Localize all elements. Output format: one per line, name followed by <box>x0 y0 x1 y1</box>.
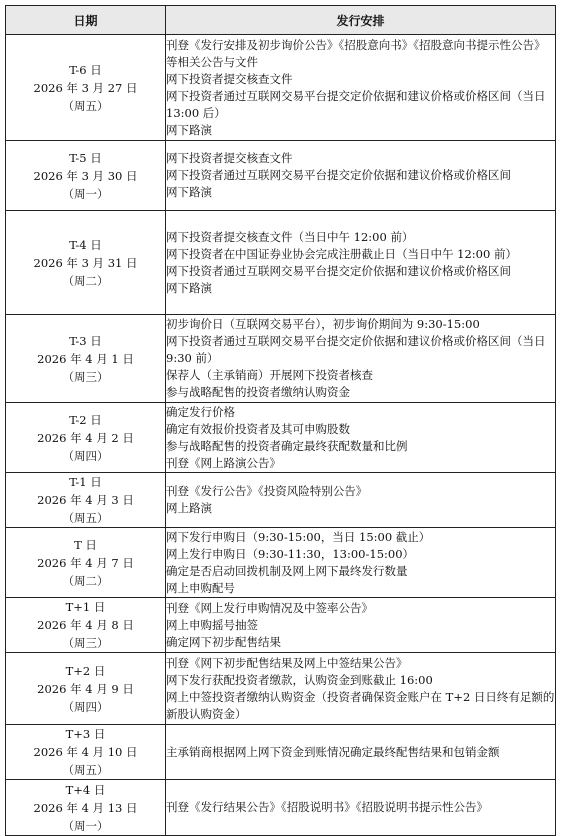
weekday-label: （周五） <box>62 98 109 113</box>
schedule-table-wrapper <box>5 5 555 836</box>
arrangement-item: 网上发行申购日（9:30-11:30，13:00-15:00） <box>166 546 415 561</box>
arrangement-item: 网上申购配号 <box>166 580 235 595</box>
weekday-label: （周三） <box>62 369 109 384</box>
trading-day-label: T-6 日 <box>69 62 102 77</box>
calendar-date: 2026 年 4 月 9 日 <box>37 681 134 696</box>
date-cell <box>6 211 166 315</box>
arrangement-item: 网下投资者提交核查文件 <box>166 71 293 86</box>
arrangement-cell <box>166 473 556 528</box>
arrangement-item: 刊登《网下初步配售结果及网上中签结果公告》 <box>166 655 408 670</box>
calendar-date: 2026 年 3 月 27 日 <box>33 80 138 95</box>
trading-day-label: T+2 日 <box>65 663 106 678</box>
calendar-date: 2026 年 3 月 31 日 <box>33 255 138 270</box>
date-column-header: 日期 <box>6 6 166 35</box>
weekday-label: （周五） <box>62 763 109 777</box>
date-cell <box>6 598 166 653</box>
arrangement-item: 网下路演 <box>166 185 212 199</box>
arrangement-item: 网下投资者在中国证券业协会完成注册截止日（当日中午 12:00 前） <box>166 246 517 261</box>
issuance-schedule-table <box>5 5 556 836</box>
arrangement-cell <box>166 403 556 473</box>
arrangement-item: 网下投资者提交核查文件（当日中午 12:00 前） <box>166 229 414 244</box>
arrangement-item: 网上路演 <box>166 501 212 515</box>
trading-day-label: T-3 日 <box>69 333 102 348</box>
calendar-date: 2026 年 4 月 13 日 <box>33 800 138 815</box>
trading-day-label: T+3 日 <box>65 727 106 741</box>
trading-day-label: T-1 日 <box>69 475 102 489</box>
arrangement-item: 确定网下初步配售结果 <box>166 634 281 649</box>
arrangement-cell <box>166 725 556 780</box>
arrangement-item: 刊登《发行公告》《投资风险特别公告》 <box>166 484 368 498</box>
arrangement-item: 网下投资者通过互联网交易平台提交定价依据和建议价格或价格区间（当日 13:00 后） <box>166 88 546 120</box>
calendar-date: 2026 年 4 月 10 日 <box>33 745 138 759</box>
arrangement-item: 网下路演 <box>166 280 212 295</box>
arrangement-item: 主承销商根据网上网下资金到账情况确定最终配售结果和包销金额 <box>166 744 500 759</box>
calendar-date: 2026 年 4 月 8 日 <box>37 618 134 632</box>
arrangement-item: 参与战略配售的投资者缴纳认购资金 <box>166 385 350 399</box>
arrangement-item: 确定有效报价投资者及其可申购股数 <box>166 421 350 436</box>
calendar-date: 2026 年 3 月 30 日 <box>33 168 138 183</box>
table-header-row <box>6 6 556 35</box>
arrangement-item: 初步询价日（互联网交易平台），初步询价期间为 9:30-15:00 <box>166 317 480 331</box>
arrangement-item: 网下投资者提交核查文件 <box>166 151 293 165</box>
date-cell <box>6 780 166 836</box>
date-cell <box>6 725 166 780</box>
arrangement-item: 网下投资者通过互联网交易平台提交定价依据和建议价格或价格区间 <box>166 168 511 182</box>
schedule-body <box>6 35 556 836</box>
date-cell <box>6 35 166 141</box>
arrangement-item: 网上中签投资者缴纳认购资金（投资者确保资金账户在 T+2 日日终有足额的新股认购资金） <box>166 689 555 721</box>
calendar-date: 2026 年 4 月 1 日 <box>37 351 134 366</box>
calendar-date: 2026 年 4 月 7 日 <box>37 555 134 570</box>
date-cell <box>6 653 166 725</box>
arrangement-item: 刊登《发行安排及初步询价公告》《招股意向书》《招股意向书提示性公告》等相关公告与文件 <box>166 37 546 69</box>
date-cell <box>6 473 166 528</box>
arrangement-item: 网下发行获配投资者缴款，认购资金到账截止 16:00 <box>166 672 433 687</box>
weekday-label: （周一） <box>62 818 109 833</box>
arrangement-item: 保荐人（主承销商）开展网下投资者核查 <box>166 368 373 382</box>
arrangement-item: 网下投资者通过互联网交易平台提交定价依据和建议价格或价格区间（当日 9:30 前） <box>166 334 546 365</box>
calendar-date: 2026 年 4 月 3 日 <box>37 493 134 507</box>
trading-day-label: T-5 日 <box>69 150 102 165</box>
table-row <box>6 598 556 653</box>
weekday-label: （周四） <box>62 699 109 714</box>
arrangement-cell <box>166 780 556 836</box>
weekday-label: （周五） <box>62 511 109 525</box>
arrangement-item: 刊登《网上路演公告》 <box>166 455 281 470</box>
trading-day-label: T-2 日 <box>69 412 102 427</box>
weekday-label: （周二） <box>62 273 109 288</box>
table-row <box>6 141 556 211</box>
arrangement-item: 网上申购摇号抽签 <box>166 617 258 632</box>
table-row <box>6 315 556 403</box>
trading-day-label: T+1 日 <box>65 600 106 614</box>
calendar-date: 2026 年 4 月 2 日 <box>37 430 134 445</box>
arrangement-cell <box>166 315 556 403</box>
arrangement-cell <box>166 141 556 211</box>
arrangement-item: 网下投资者通过互联网交易平台提交定价依据和建议价格或价格区间 <box>166 263 511 278</box>
table-row <box>6 725 556 780</box>
arrangement-column-header: 发行安排 <box>166 6 556 35</box>
arrangement-item: 网下路演 <box>166 122 212 137</box>
table-row <box>6 403 556 473</box>
table-row <box>6 528 556 598</box>
arrangement-item: 确定发行价格 <box>166 404 235 419</box>
arrangement-item: 刊登《发行结果公告》《招股说明书》《招股说明书提示性公告》 <box>166 800 488 814</box>
arrangement-item: 网下发行申购日（9:30-15:00，当日 15:00 截止） <box>166 529 431 544</box>
table-row <box>6 35 556 141</box>
table-row <box>6 211 556 315</box>
date-cell <box>6 141 166 211</box>
date-cell <box>6 315 166 403</box>
weekday-label: （周四） <box>62 448 109 463</box>
arrangement-item: 确定是否启动回拨机制及网上网下最终发行数量 <box>166 563 408 578</box>
table-row <box>6 473 556 528</box>
trading-day-label: T+4 日 <box>65 782 106 797</box>
table-row <box>6 653 556 725</box>
weekday-label: （周一） <box>62 186 109 201</box>
weekday-label: （周二） <box>62 573 109 588</box>
weekday-label: （周三） <box>62 636 109 650</box>
trading-day-label: T-4 日 <box>69 237 102 252</box>
trading-day-label: T 日 <box>74 537 97 552</box>
arrangement-cell <box>166 653 556 725</box>
arrangement-cell <box>166 598 556 653</box>
arrangement-item: 参与战略配售的投资者确定最终获配数量和比例 <box>166 438 408 453</box>
arrangement-cell <box>166 211 556 315</box>
arrangement-cell <box>166 35 556 141</box>
date-cell <box>6 528 166 598</box>
date-cell <box>6 403 166 473</box>
arrangement-item: 刊登《网上发行申购情况及中签率公告》 <box>166 600 373 615</box>
table-row <box>6 780 556 836</box>
arrangement-cell <box>166 528 556 598</box>
